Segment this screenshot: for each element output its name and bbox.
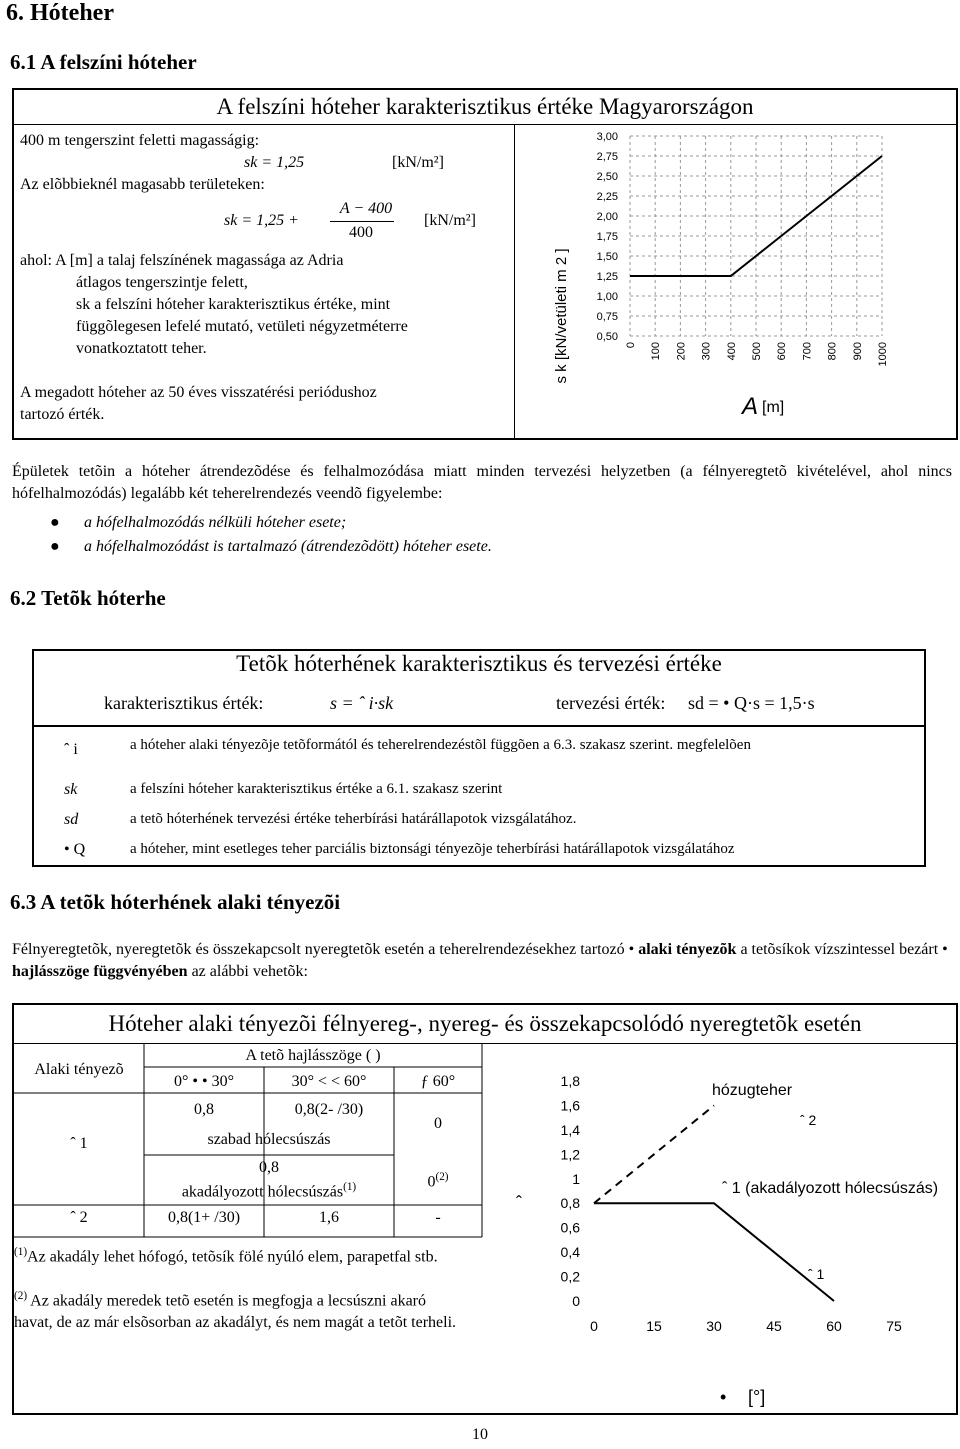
chart2-y-tick: 1,4 xyxy=(560,1121,580,1138)
chart1-y-tick: 1,50 xyxy=(596,251,618,263)
footnote-1-text: Az akadály lehet hófogó, tetõsík fölé nyúló elem, parapetfal stb. xyxy=(27,1248,438,1266)
label-mu2: ˆ 2 xyxy=(800,1112,817,1128)
shape-coefficient-box-title: Hóteher alaki tényezõi félnyereg-, nyereg- és összekapcsolódó nyeregtetõk esetén xyxy=(108,1011,862,1036)
chart1-x-tick: 400 xyxy=(725,342,738,361)
chart2-x-symbol: • xyxy=(720,1387,727,1407)
chart1-y-tick: 2,25 xyxy=(596,191,618,203)
chart1-x-label-A: A xyxy=(742,393,759,420)
chart1-x-tick: 200 xyxy=(675,342,688,361)
chart1-x-tick: 800 xyxy=(826,342,839,361)
th-roof-angle: A tetõ hajlásszöge ( ) xyxy=(245,1047,381,1064)
unit-2: [kN/m²] xyxy=(424,212,476,229)
mu2-series-line xyxy=(594,1105,714,1203)
line-higher: Az elõbbieknél magasabb területeken: xyxy=(20,176,265,193)
chart1-x-tick: 900 xyxy=(851,342,864,361)
chart2-x-tick: 45 xyxy=(766,1318,782,1334)
chart2-y-tick: 1 xyxy=(572,1170,580,1187)
td-r3-a: 0,8(1+ /30) xyxy=(167,1209,241,1226)
footnote-1 xyxy=(14,1241,454,1268)
chart1-y-tick: 0,75 xyxy=(596,311,618,323)
td-r1-b: 0,8(2- /30) xyxy=(294,1101,364,1118)
shape-coefficient-chart xyxy=(494,1061,956,1413)
chart1-x-tick: 500 xyxy=(751,342,763,361)
char-value-formula: s = ˆ i·sk xyxy=(330,693,394,713)
fraction-bar xyxy=(330,221,394,222)
td-r2-c xyxy=(394,1171,482,1191)
blocked-sliding-sup: (1) xyxy=(343,1181,357,1193)
unit-1: [kN/m²] xyxy=(392,154,444,171)
paragraph-text: Épületek tetõin a hóteher átrendezõdése és felhalmozódása miatt minden tervezési helyzetben (a félnyeregtetõ kivételével, ahol nincs hófelhalmozódás) legalább két teherelrendezés veendõ figyelembe: xyxy=(12,463,952,502)
formula-sk-lhs: sk = 1,25 + xyxy=(224,212,299,229)
row-sd-symbol: sd xyxy=(64,811,79,828)
chart1-x-tick: 1000 xyxy=(877,342,889,367)
chart1-x-tick: 700 xyxy=(801,342,814,361)
blocked-sliding-text: akadályozott hólecsúszás xyxy=(181,1183,344,1201)
r2-c-value: 0 xyxy=(427,1173,436,1191)
chart2-y-tick: 1,8 xyxy=(560,1073,580,1089)
chart2-y-tick: 0,2 xyxy=(560,1268,580,1285)
chart2-y-label: ˆ xyxy=(516,1193,522,1213)
section-6-title: 6. Hóteher xyxy=(6,0,114,26)
chart1-y-tick: 2,00 xyxy=(596,211,618,223)
mu1-series-line xyxy=(594,1203,834,1301)
td-r3-c: - xyxy=(435,1209,441,1226)
chart1-y-tick: 0,50 xyxy=(596,331,618,343)
design-value-label: tervezési érték: xyxy=(556,693,666,713)
roof-snow-box-title: Tetõk hóterhének karakterisztikus és tervezési értéke xyxy=(236,651,722,676)
chart1-x-tick: 0 xyxy=(625,342,637,349)
section-6-3-title: 6.3 A tetõk hóterhének alaki tényezõi xyxy=(10,890,341,914)
surface-snow-box xyxy=(12,88,958,440)
line-400m: 400 m tengerszint feletti magasságig: xyxy=(20,132,260,149)
th-angle-range-1: 0° • • 30° xyxy=(174,1073,234,1090)
td-r1-a: 0,8 xyxy=(194,1101,214,1118)
chart2-x-tick: 75 xyxy=(886,1318,902,1334)
footnote-1-mark: (1) xyxy=(14,1246,28,1258)
footnote-2 xyxy=(14,1285,466,1334)
label-mu1-blocked: ˆ 1 (akadályozott hólecsúszás) xyxy=(722,1180,939,1197)
chart1-x-tick: 100 xyxy=(650,342,663,361)
bullet-dot-2: ● xyxy=(50,538,60,555)
r2-c-sup: (2) xyxy=(435,1171,449,1183)
formula-denominator: 400 xyxy=(349,224,373,241)
chart1-y-tick: 1,25 xyxy=(596,271,618,283)
arrangement-paragraph xyxy=(12,461,952,505)
surface-snow-box-title: A felszíni hóteher karakterisztikus értéke Magyarországon xyxy=(14,90,956,125)
row-gamma-q-desc: a hóteher, mint esetleges teher parciális biztonsági tényezõje teherbírási határállapotok vizsgálatához xyxy=(130,841,735,857)
row-gamma-q-symbol: • Q xyxy=(64,841,86,858)
para-part-a: Félnyeregtetõk, nyeregtetõk és összekapcsolt nyeregtetõk esetén a teherelrendezésekhez tartozó • xyxy=(12,941,635,958)
page-number: 10 xyxy=(472,1426,488,1443)
footnote-2-text: Az akadály meredek tetõ esetén is megfogja a lecsúszni akaró havat, de az már elsõsorban az akadályt, és nem magát a tetõt terheli. xyxy=(14,1292,457,1332)
row-mu-i-symbol: ˆ i xyxy=(64,741,78,758)
chart1-x-tick: 300 xyxy=(700,342,713,361)
chart2-x-unit: [°] xyxy=(748,1387,766,1407)
th-angle-range-3: ƒ 60° xyxy=(420,1073,456,1090)
note-2: tartozó érték. xyxy=(20,406,105,423)
bullet-2: a hófelhalmozódást is tartalmazó (átrendezõdött) hóteher esete. xyxy=(84,538,492,555)
chart2-y-tick: 1,2 xyxy=(560,1146,580,1163)
bullet-1: a hófelhalmozódás nélküli hóteher esete; xyxy=(84,514,347,531)
snow-load-chart xyxy=(518,126,956,438)
row-mu-i-desc: a hóteher alaki tényezõje tetõformától és teherelrendezéstõl függõen a 6.3. szakasz szerint. megfelelõen xyxy=(130,737,751,753)
footnote-2-mark: (2) xyxy=(14,1290,28,1302)
where-3: sk a felszíni hóteher karakterisztikus értéke, mint xyxy=(76,296,391,313)
shape-coefficient-paragraph xyxy=(12,939,954,983)
where-2: átlagos tengerszintje felett, xyxy=(76,274,248,291)
para-part-d: hajlásszöge függvényében xyxy=(12,963,188,980)
box-divider xyxy=(514,124,515,438)
chart1-y-tick: 1,00 xyxy=(596,291,618,303)
chart1-x-tick: 600 xyxy=(776,342,789,361)
label-hozugteher: hózugteher xyxy=(712,1082,793,1099)
td-free-sliding: szabad hólecsúszás xyxy=(207,1131,331,1148)
bullet-dot-1: ● xyxy=(50,514,60,531)
td-blocked-sliding xyxy=(144,1181,394,1201)
design-value-formula: sd = • Q·s = 1,5·s xyxy=(688,693,815,713)
chart2-y-tick: 0,4 xyxy=(560,1244,580,1261)
row-sk-symbol: sk xyxy=(64,781,78,798)
roof-snow-box xyxy=(32,649,926,727)
th-angle-range-2: 30° < < 60° xyxy=(291,1073,367,1090)
para-part-e: az alábbi vehetõk: xyxy=(191,963,308,980)
chart2-x-tick: 15 xyxy=(646,1318,662,1334)
label-mu1: ˆ 1 xyxy=(808,1266,825,1282)
shape-coefficient-box xyxy=(12,1003,958,1415)
chart1-x-label-unit: [m] xyxy=(762,399,785,416)
where-4: függõlegesen lefelé mutató, vetületi négyzetméterre xyxy=(76,318,408,335)
chart1-y-label: s k [kN/vetületi m 2 ] xyxy=(553,248,570,384)
td-r1-c: 0 xyxy=(434,1115,442,1132)
chart2-y-tick: 1,6 xyxy=(560,1097,580,1114)
chart2-x-tick: 0 xyxy=(590,1318,598,1334)
chart1-y-tick: 2,75 xyxy=(596,151,618,163)
chart1-y-tick: 1,75 xyxy=(596,231,618,243)
para-part-c: a tetõsíkok vízszintessel bezárt • xyxy=(740,941,948,958)
chart2-x-tick: 30 xyxy=(706,1318,722,1334)
roof-snow-symbol-table xyxy=(32,727,926,867)
chart2-x-tick: 60 xyxy=(826,1318,842,1334)
th-shape-coefficient: Alaki tényezõ xyxy=(34,1061,124,1078)
td-r3-b: 1,6 xyxy=(319,1209,339,1226)
where-1: ahol: A [m] a talaj felszínének magassága az Adria xyxy=(20,252,344,269)
note-1: A megadott hóteher az 50 éves visszatérési periódushoz xyxy=(20,384,377,401)
section-6-1-title: 6.1 A felszíni hóteher xyxy=(10,50,197,74)
td-mu2-symbol: ˆ 2 xyxy=(70,1209,88,1226)
row-sk-desc: a felszíni hóteher karakterisztikus értéke a 6.1. szakasz szerint xyxy=(130,781,503,797)
formula-numerator: A − 400 xyxy=(339,200,393,217)
formula-sk-const: sk = 1,25 xyxy=(244,154,305,171)
para-part-b: alaki tényezõk xyxy=(638,941,737,958)
chart1-y-tick: 3,00 xyxy=(596,131,618,143)
chart1-y-tick: 2,50 xyxy=(596,171,618,183)
char-value-label: karakterisztikus érték: xyxy=(104,693,264,713)
chart2-y-tick: 0,8 xyxy=(560,1195,580,1212)
where-5: vonatkoztatott teher. xyxy=(76,340,207,357)
td-mu1-symbol: ˆ 1 xyxy=(70,1135,88,1152)
section-6-2-title: 6.2 Tetõk hóterhe xyxy=(10,586,166,610)
chart2-y-tick: 0,6 xyxy=(560,1219,580,1236)
chart2-y-tick: 0 xyxy=(572,1293,580,1309)
td-r2-a: 0,8 xyxy=(259,1159,279,1176)
row-sd-desc: a tetõ hóterhének tervezési értéke teherbírási határállapotok vizsgálatához. xyxy=(130,811,577,827)
